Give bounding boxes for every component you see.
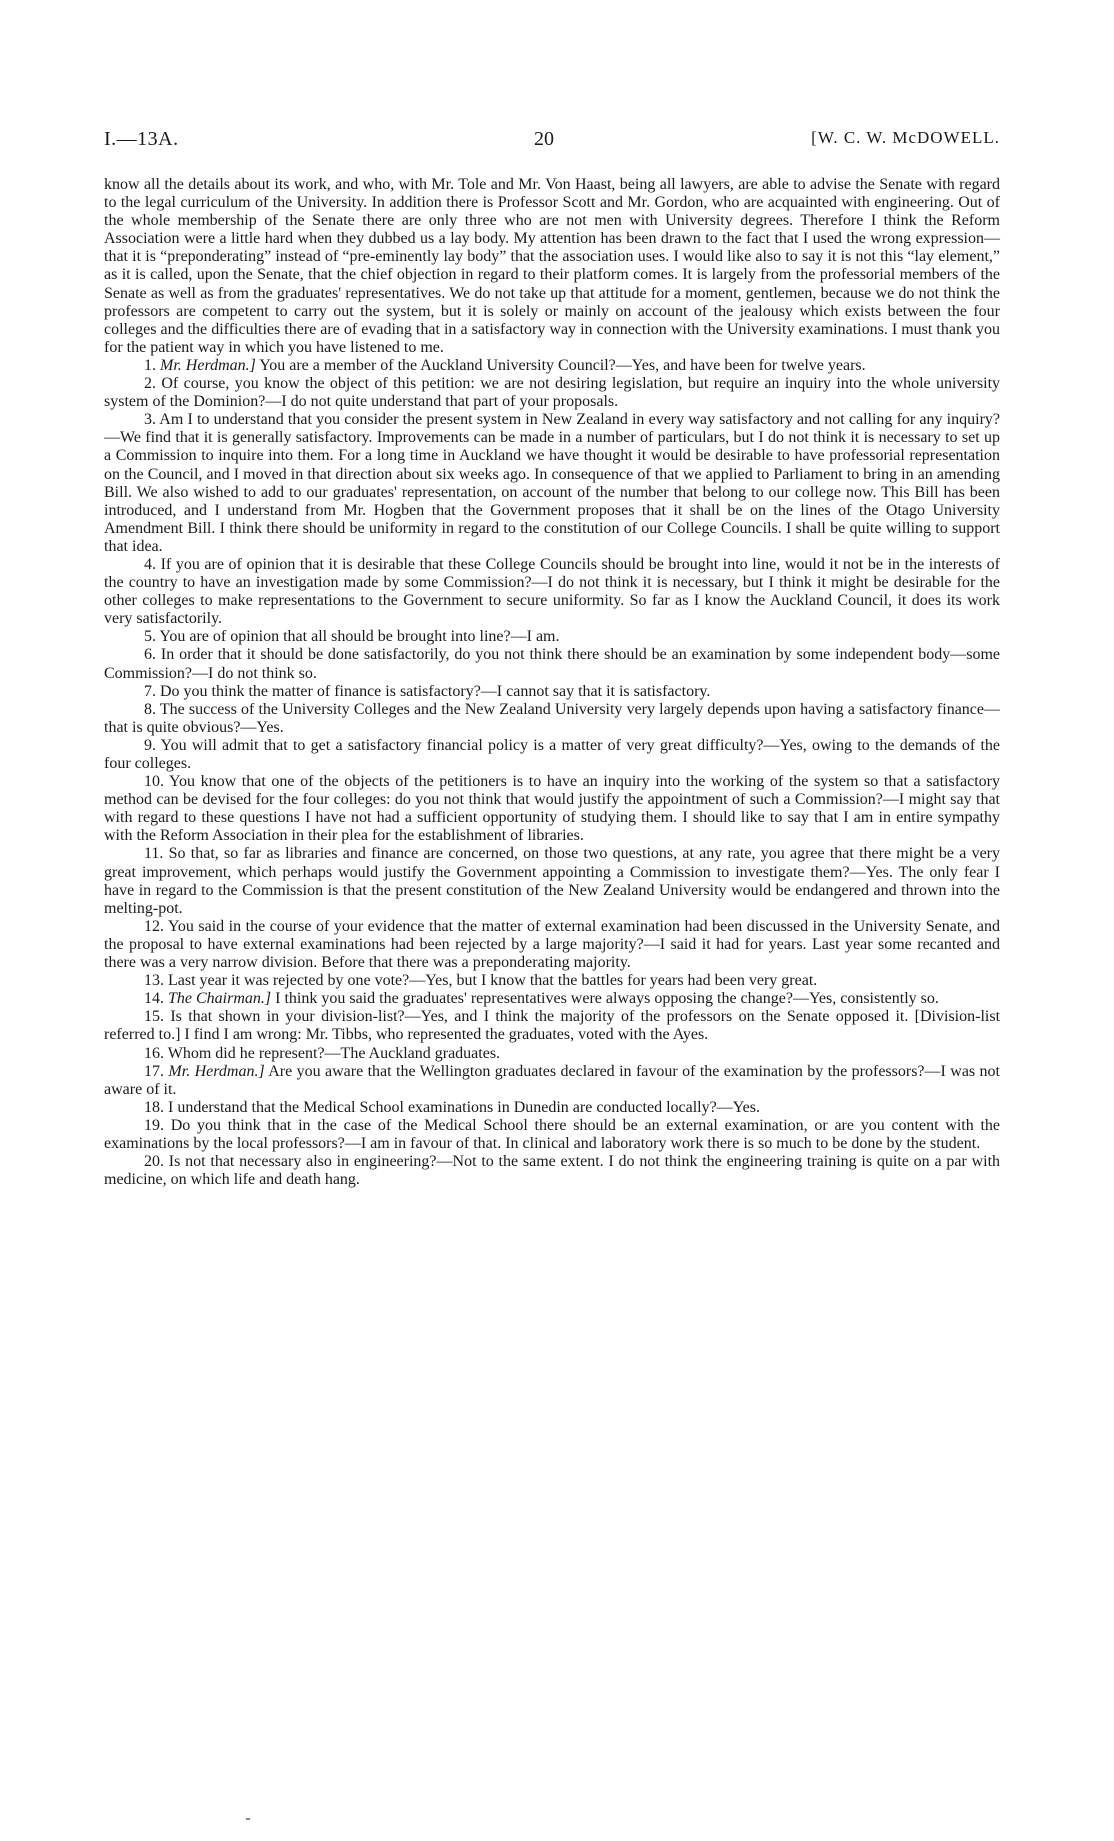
question-number: 14. bbox=[144, 990, 164, 1008]
speaker-name: Mr. Herdman.] bbox=[160, 356, 256, 374]
witness-name: [W. C. W. McDOWELL. bbox=[811, 128, 1000, 147]
question-paragraph bbox=[104, 683, 1000, 701]
question-paragraph bbox=[104, 1117, 1000, 1153]
question-paragraph bbox=[104, 1063, 1000, 1099]
question-number: 9. bbox=[144, 736, 156, 754]
question-number: 16. bbox=[144, 1044, 164, 1062]
question-list bbox=[104, 357, 1000, 1189]
question-paragraph bbox=[104, 411, 1000, 556]
question-text: Whom did he represent?—The Auckland graduates. bbox=[167, 1044, 501, 1062]
question-number: 15. bbox=[144, 1008, 164, 1026]
question-number: 20. bbox=[144, 1153, 164, 1171]
question-paragraph bbox=[104, 1045, 1000, 1063]
question-number: 18. bbox=[144, 1098, 164, 1116]
question-paragraph bbox=[104, 646, 1000, 682]
question-number: 12. bbox=[144, 917, 164, 935]
question-text: In order that it should be done satisfactorily, do you not think there should be an examination by some independent body—some Commission?—I do not think so. bbox=[104, 646, 1001, 682]
question-text: If you are of opinion that it is desirable that these College Councils should be brought into line, would it not be in the interests of the country to have an investigation made by some Commission?—I do not think it is necessary, but I think it might be desirable for the other colleges to make representations to the Government to secure uniformity. So far as I know the Auckland Council, it does its work very satisfactorily. bbox=[104, 555, 1000, 628]
question-text: Of course, you know the object of this petition: we are not desiring legislation, but require an inquiry into the whole university system of the Dominion?—I do not quite understand that part of your proposals. bbox=[104, 375, 1001, 411]
question-paragraph bbox=[104, 737, 1000, 773]
question-paragraph bbox=[104, 1099, 1000, 1117]
question-paragraph bbox=[104, 1153, 1000, 1189]
question-text: Do you think the matter of finance is satisfactory?—I cannot say that it is satisfactory. bbox=[160, 682, 711, 700]
question-paragraph bbox=[104, 845, 1000, 917]
question-number: 8. bbox=[144, 700, 156, 718]
question-text: I understand that the Medical School examinations in Dunedin are conducted locally?—Yes. bbox=[168, 1098, 760, 1116]
question-number: 13. bbox=[144, 972, 164, 990]
speaker-name: Mr. Herdman.] bbox=[168, 1062, 265, 1080]
question-number: 3. bbox=[144, 411, 156, 429]
question-number: 1. bbox=[144, 356, 156, 374]
question-paragraph bbox=[104, 357, 1000, 375]
question-number: 5. bbox=[144, 628, 156, 646]
question-text: Is not that necessary also in engineering?—Not to the same extent. I do not think the engineering training is quite on a par with medicine, on which life and death hang. bbox=[104, 1153, 1001, 1189]
question-paragraph bbox=[104, 972, 1000, 990]
question-text: You know that one of the objects of the petitioners is to have an inquiry into the working of the system so that a satisfactory method can be devised for the four colleges: do you not think that would justify the appointment of such a Commission?—I might say that with regard to these questions I have not had a sufficient opportunity of studying them. I should like to say that I am in entire sympathy with the Reform Association in their plea for the establishment of libraries. bbox=[104, 773, 1000, 845]
paper-reference: I.—13A. bbox=[104, 128, 179, 150]
question-paragraph bbox=[104, 701, 1000, 737]
question-paragraph bbox=[104, 556, 1000, 628]
intro-paragraph: know all the details about its work, and who, with Mr. Tole and Mr. Von Haast, being all lawyers, are able to advise the Senate with regard to the legal curriculum of the University. In addition there is Professor Scott and Mr. Gordon, who are acquainted with engineering. Out of the whole membership of the Senate there are only three who are not men with University degrees. Therefore I think the Reform Association were a little hard when they dubbed us a lay body. My attention has been drawn to the fact that I used the wrong expression—that it is “preponderating” instead of “pre-eminently lay body” that the association uses. I would like also to say it is not this “lay element,” as it is called, upon the Senate, that the chief objection in regard to their platform comes. It is largely from the professorial members of the Senate as well as from the graduates' representatives. We do not take up that attitude for a moment, gentlemen, because we do not think the professors are competent to carry out the system, but it is solely or mainly on account of the jealousy which exists between the four colleges and the difficulties there are of evading that in a satisfactory way in connection with the University examinations. I must thank you for the patient way in which you have listened to me. bbox=[104, 176, 1000, 356]
question-text: Is that shown in your division-list?—Yes, and I think the majority of the professors on the Senate opposed it. [Division-list referred to.] I find I am wrong: Mr. Tibbs, who represented the graduates, voted with the Ayes. bbox=[104, 1008, 1001, 1044]
stray-mark bbox=[246, 1818, 250, 1820]
question-text: The success of the University Colleges and the New Zealand University very largely depends upon having a satisfactory finance—that is quite obvious?—Yes. bbox=[104, 700, 1001, 736]
question-number: 10. bbox=[144, 773, 164, 791]
page-number: 20 bbox=[534, 128, 554, 150]
question-text: I think you said the graduates' representatives were always opposing the change?—Yes, consistently so. bbox=[271, 990, 939, 1008]
question-number: 4. bbox=[144, 555, 156, 573]
question-number: 6. bbox=[144, 646, 156, 664]
question-text: You will admit that to get a satisfactory financial policy is a matter of very great difficulty?—Yes, owing to the demands of the four colleges. bbox=[104, 736, 1001, 772]
question-paragraph bbox=[104, 628, 1000, 646]
question-number: 2. bbox=[144, 375, 156, 393]
question-paragraph bbox=[104, 1008, 1000, 1044]
question-paragraph bbox=[104, 375, 1000, 411]
question-text: You are a member of the Auckland University Council?—Yes, and have been for twelve years. bbox=[255, 356, 866, 374]
body-text bbox=[104, 176, 1000, 1189]
question-number: 11. bbox=[144, 845, 164, 863]
question-paragraph bbox=[104, 773, 1000, 845]
speaker-name: The Chairman.] bbox=[168, 990, 272, 1008]
question-paragraph bbox=[104, 918, 1000, 972]
question-text: Last year it was rejected by one vote?—Yes, but I know that the battles for years had been very great. bbox=[168, 972, 818, 990]
question-text: So that, so far as libraries and finance are concerned, on those two questions, at any rate, you agree that there might be a very great improvement, which perhaps would justify the Government appointing a Commission to investigate them?—Yes. The only fear I have in regard to the Commission is that the present constitution of the New Zealand University would be endangered and thrown into the melting-pot. bbox=[104, 845, 1001, 917]
question-number: 7. bbox=[144, 682, 156, 700]
question-paragraph bbox=[104, 990, 1000, 1008]
page-header bbox=[104, 128, 1000, 158]
question-text: Am I to understand that you consider the present system in New Zealand in every way satisfactory and not calling for any inquiry?—We find that it is generally satisfactory. Improvements can be made in a number of particulars, but I do not think it is necessary to set up a Commission to inquire into them. For a long time in Auckland we have thought it would be desirable to have professorial representation on the Council, and I moved in that direction about six weeks ago. In consequence of that we applied to Parliament to bring in an amending Bill. We also wished to add to our graduates' representation, on account of the number that belong to our college now. This Bill has been introduced, and I understand from Mr. Hogben that the Government proposes that it shall be on the lines of the Otago University Amendment Bill. I think there should be uniformity in regard to the constitution of our College Councils. I shall be quite willing to support that idea. bbox=[104, 411, 1001, 555]
question-number: 19. bbox=[144, 1116, 164, 1134]
question-text: Are you aware that the Wellington graduates declared in favour of the examination by the professors?—I was not aware of it. bbox=[104, 1062, 1001, 1098]
question-text: You said in the course of your evidence that the matter of external examination had been discussed in the University Senate, and the proposal to have external examinations had been rejected by a large majority?—I said it had for years. Last year some recanted and there was a very narrow division. Before that there was a preponderating majority. bbox=[104, 917, 1000, 972]
question-text: Do you think that in the case of the Medical School there should be an external examination, or are you content with the examinations by the local professors?—I am in favour of that. In clinical and laboratory work there is so much to be done by the student. bbox=[104, 1116, 1000, 1152]
question-number: 17. bbox=[144, 1062, 164, 1080]
question-text: You are of opinion that all should be brought into line?—I am. bbox=[159, 628, 560, 646]
